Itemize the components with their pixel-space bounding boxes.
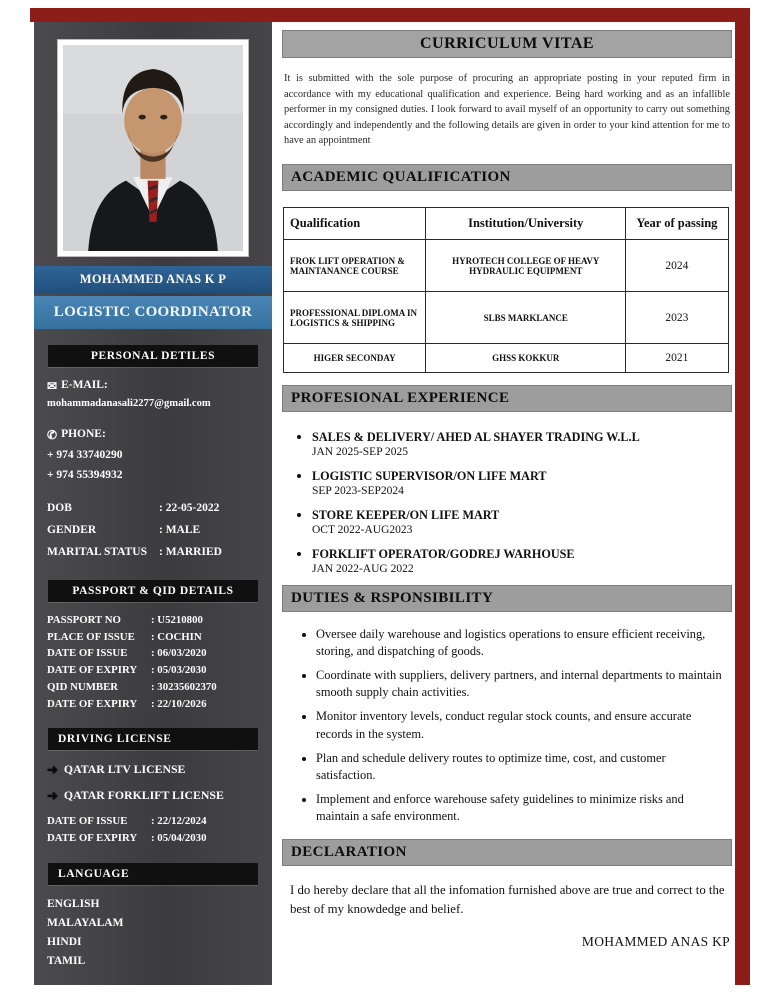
duty-item: • Implement and enforce warehouse safety guidelines to minimize risks and maintain a safe environment.: [316, 791, 728, 825]
driving-license-header: DRIVING LICENSE: [48, 728, 258, 750]
duty-item: • Monitor inventory levels, conduct regular stock counts, and ensure accurate records in the system.: [316, 708, 728, 742]
language-header: LANGUAGE: [48, 863, 258, 885]
detail-row: DATE OF EXPIRY : 22/10/2026: [47, 697, 207, 710]
detail-row: PLACE OF ISSUE : COCHIN: [47, 630, 202, 643]
arrow-icon: ➜: [47, 787, 58, 803]
table-row: PROFESSIONAL DIPLOMA IN LOGISTICS & SHIPPING SLBS MARKLANCE 2023: [284, 292, 729, 344]
language-item: MALAYALAM: [47, 916, 124, 929]
driving-license-block: [34, 760, 272, 846]
declaration-text: I do hereby declare that all the infomation furnished above are true and correct to the best of my knowdedge and belief.: [290, 883, 725, 917]
right-accent-bar: [735, 8, 750, 985]
academic-section-header: ACADEMIC QUALIFICATION: [282, 164, 732, 191]
experience-list: [312, 428, 732, 575]
candidate-name: MOHAMMED ANAS K P: [34, 266, 272, 293]
experience-section-header: PROFESIONAL EXPERIENCE: [282, 385, 732, 412]
language-item: ENGLISH: [47, 897, 100, 910]
candidate-role: LOGISTIC COORDINATOR: [34, 296, 272, 329]
detail-row: GENDER : MALE: [47, 524, 201, 537]
phone-number: + 974 55394932: [47, 469, 123, 482]
signature-name: MOHAMMED ANAS KP: [581, 933, 730, 949]
declaration-section-header: DECLARATION: [282, 839, 732, 866]
intro-paragraph: It is submitted with the sole purpose of procuring an appropriate posting in your reputed firm in accordance with my educational qualification and experience. Being hard working and as an infallible performer in my consigned duties. I look forward to avail myself of an opportunity to carry out something accordingly and independently and the following details are given in order to your kind attention for me to have an appointment: [284, 73, 730, 147]
detail-row: DOB : 22-05-2022: [47, 502, 220, 515]
language-block: [34, 895, 272, 971]
passport-block: [34, 612, 272, 712]
experience-item: • SALES & DELIVERY/ AHED AL SHAYER TRADING W.L.L JAN 2025-SEP 2025: [312, 428, 732, 458]
detail-row: QID NUMBER : 30235602370: [47, 680, 217, 693]
email-address: mohammadanasali2277@gmail.com: [47, 398, 211, 409]
experience-item: • STORE KEEPER/ON LIFE MART OCT 2022-AUG2023: [312, 506, 732, 536]
duty-item: • Coordinate with suppliers, delivery partners, and internal departments to maintain smooth supply chain activities.: [316, 667, 728, 701]
sidebar: [34, 22, 272, 985]
detail-row: PASSPORT NO : U5210800: [47, 613, 203, 626]
column-year: Year of passing: [626, 208, 728, 240]
personal-kv-rows: [47, 498, 259, 564]
email-label: E-MAIL:: [61, 379, 108, 392]
arrow-icon: ➜: [47, 762, 58, 778]
email-icon: ✉: [47, 379, 58, 393]
detail-row: DATE OF ISSUE : 22/12/2024: [47, 815, 207, 828]
table-header-row: [284, 208, 729, 240]
academic-table: [283, 207, 729, 373]
phone-icon: ✆: [47, 427, 58, 442]
top-accent-bar: [30, 8, 750, 22]
contact-block: [34, 377, 272, 564]
duties-list: [316, 626, 728, 825]
phone-label: PHONE:: [61, 428, 106, 441]
license-item: ➜ QATAR FORKLIFT LICENSE: [47, 786, 259, 806]
experience-item: • FORKLIFT OPERATOR/GODREJ WARHOUSE JAN 2022-AUG 2022: [312, 545, 732, 575]
phone-number: + 974 33740290: [47, 448, 123, 461]
personal-details-header: PERSONAL DETILES: [48, 345, 258, 367]
detail-row: DATE OF ISSUE : 06/03/2020: [47, 647, 207, 660]
passport-details-header: PASSPORT & QID DETAILS: [48, 580, 258, 602]
column-qualification: Qualification: [284, 208, 426, 240]
detail-row: MARITAL STATUS : MARRIED: [47, 546, 222, 559]
duty-item: • Oversee daily warehouse and logistics operations to ensure efficient receiving, storing, and dispatching of goods.: [316, 626, 728, 660]
cv-title: CURRICULUM VITAE: [282, 30, 732, 58]
language-item: TAMIL: [47, 954, 86, 967]
detail-row: DATE OF EXPIRY : 05/03/2030: [47, 664, 207, 677]
table-row: HIGER SECONDAY GHSS KOKKUR 2021: [284, 344, 729, 373]
portrait-illustration: [63, 45, 243, 251]
column-institution: Institution/University: [426, 208, 626, 240]
main-content: [282, 30, 732, 950]
detail-row: DATE OF EXPIRY : 05/04/2030: [47, 832, 207, 845]
duties-section-header: DUTIES & RSPONSIBILITY: [282, 585, 732, 612]
table-row: FROK LIFT OPERATION & MAINTANANCE COURSE HYROTECH COLLEGE OF HEAVY HYDRAULIC EQUIPMENT 2024: [284, 240, 729, 292]
duty-item: • Plan and schedule delivery routes to optimize time, cost, and customer satisfaction.: [316, 750, 728, 784]
experience-item: • LOGISTIC SUPERVISOR/ON LIFE MART SEP 2023-SEP2024: [312, 467, 732, 497]
language-item: HINDI: [47, 935, 82, 948]
license-item: ➜ QATAR LTV LICENSE: [47, 760, 259, 780]
portrait-photo: [58, 40, 248, 256]
